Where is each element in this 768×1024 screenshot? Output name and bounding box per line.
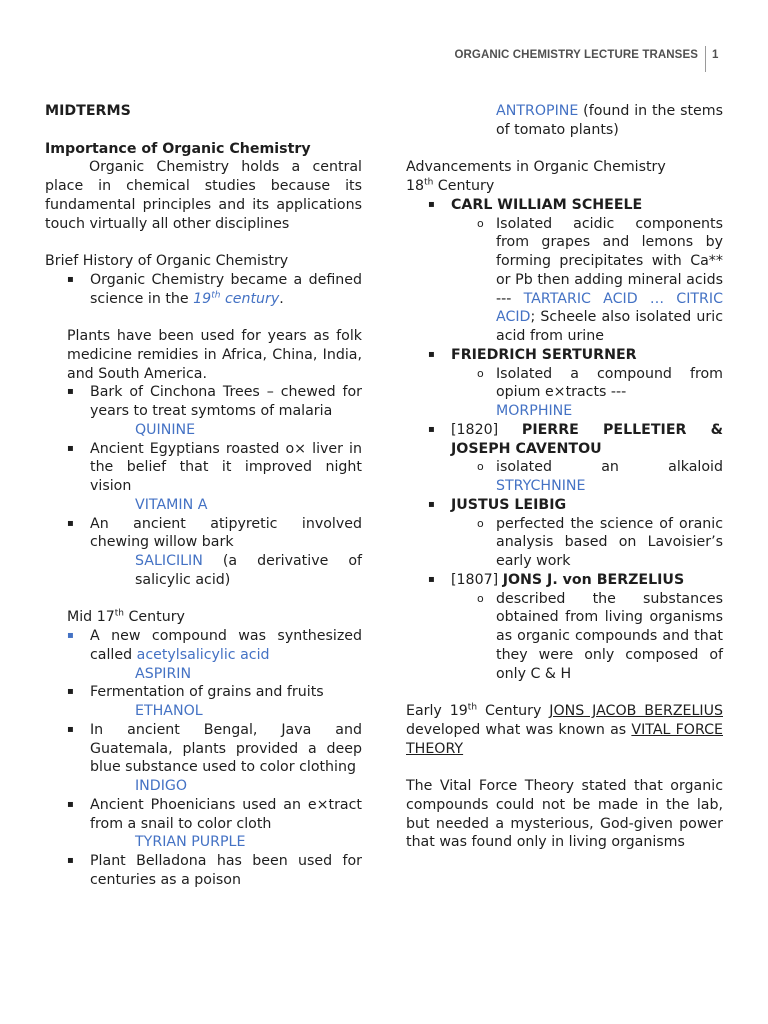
square-bullet-icon: ▪ bbox=[67, 686, 74, 698]
sub-list-item: o perfected the science of oranic analysis based on Lavoisier’s early work bbox=[477, 515, 723, 569]
scientist-item: ▪ [1807] JONS J. von BERZELIUS bbox=[428, 571, 685, 588]
compound-name: QUININE bbox=[135, 421, 196, 438]
list-item: ▪ Fermentation of grains and fruits bbox=[67, 684, 324, 701]
square-bullet-icon: ▪ bbox=[428, 198, 435, 210]
square-bullet-icon: ▪ bbox=[67, 855, 74, 866]
compound-name: ASPIRIN bbox=[135, 665, 192, 682]
circle-bullet-icon: o bbox=[477, 460, 484, 474]
early-19th-paragraph: Early 19th Century JONS JACOB BERZELIUS developed what was known as VITAL FORCE THEORY bbox=[406, 702, 723, 757]
compound-name: VITAMIN A bbox=[135, 496, 208, 513]
list-item: ▪ Ancient Egyptians roasted o× liver in the belief that it improved night vision bbox=[67, 440, 362, 494]
intro-paragraph: Organic Chemistry holds a central place in chemical studies because its fundamental principles and its applications touch virtually all other disciplines bbox=[45, 159, 362, 232]
section-heading: MIDTERMS bbox=[45, 103, 131, 119]
scientist-item: ▪ CARL WILLIAM SCHEELE bbox=[428, 196, 643, 213]
square-bullet-icon: ▪ bbox=[428, 573, 435, 585]
left-column bbox=[45, 102, 362, 890]
sub-list-item: o Isolated a compound from opium e×tracts --- bbox=[477, 365, 723, 401]
square-bullet-icon: ▪ bbox=[67, 386, 74, 398]
scientist-item: ▪ [1820] PIERRE PELLETIER & JOSEPH CAVENTOU bbox=[428, 421, 723, 457]
header-separator bbox=[705, 46, 706, 72]
square-bullet-icon: ▪ bbox=[428, 498, 435, 510]
square-bullet-icon: ▪ bbox=[67, 798, 74, 810]
scientist-item: ▪ JUSTUS LEIBIG bbox=[428, 496, 567, 513]
square-bullet-icon: ▪ bbox=[67, 517, 74, 529]
compound-name: MORPHINE bbox=[496, 403, 573, 419]
square-bullet-icon: ▪ bbox=[67, 273, 74, 285]
list-item: ▪ In ancient Bengal, Java and Guatemala, plants provided a deep blue substance used to color clothing bbox=[67, 721, 362, 776]
right-column bbox=[406, 102, 723, 852]
list-item: ▪ Organic Chemistry became a defined science in the 19th century. bbox=[67, 271, 362, 307]
compound-line: ANTROPINE (found in the stems of tomato plants) bbox=[496, 103, 723, 138]
compound-line: SALICILIN (a derivative of salicylic acid) bbox=[135, 553, 362, 588]
plants-paragraph: Plants have been used for years as folk medicine remidies in Africa, China, India, and South America. bbox=[67, 328, 362, 382]
circle-bullet-icon: o bbox=[477, 516, 484, 530]
compound-name: ETHANOL bbox=[135, 703, 203, 719]
era-title: 18th Century bbox=[406, 177, 495, 194]
square-bullet-icon: ▪ bbox=[67, 723, 74, 735]
subheading: Importance of Organic Chemistry bbox=[45, 140, 311, 157]
scientist-item: ▪ FRIEDRICH SERTURNER bbox=[428, 346, 637, 363]
circle-bullet-icon: o bbox=[477, 366, 484, 380]
square-bullet-icon: ▪ bbox=[428, 423, 435, 435]
square-bullet-icon: ▪ bbox=[428, 348, 435, 360]
list-item: ▪ An ancient atipyretic involved chewing willow bark bbox=[67, 515, 362, 551]
sub-list-item: o isolated an alkaloid bbox=[477, 459, 723, 476]
list-item: ▪ Plant Belladona has been used for centuries as a poison bbox=[67, 853, 362, 888]
list-item: ▪ Ancient Phoenicians used an e×tract from a snail to color cloth bbox=[67, 796, 362, 832]
sub-list-item: o Isolated acidic components from grapes and lemons by forming precipitates with Ca** or Pb then adding mineral acids --- TARTARIC ACID … CITRIC ACID; Scheele also isolated uric acid from urine bbox=[477, 215, 723, 344]
compound-name: TYRIAN PURPLE bbox=[135, 834, 246, 851]
sub-list-item: o described the substances obtained from living organisms as organic compounds and that they were only composed of only C & H bbox=[477, 590, 723, 682]
advancements-title: Advancements in Organic Chemistry bbox=[406, 159, 666, 176]
history-title: Brief History of Organic Chemistry bbox=[45, 253, 289, 269]
compound-name: INDIGO bbox=[135, 778, 188, 794]
circle-bullet-icon: o bbox=[477, 591, 484, 605]
century-text: 19th century bbox=[193, 289, 280, 307]
header-title: ORGANIC CHEMISTRY LECTURE TRANSES bbox=[454, 49, 698, 61]
page-number: 1 bbox=[712, 49, 719, 61]
square-bullet-icon: ▪ bbox=[67, 630, 74, 641]
compound-name: STRYCHNINE bbox=[496, 478, 586, 494]
list-item: ▪ A new compound was synthesized called acetylsalicylic acid bbox=[67, 628, 362, 663]
era-title: Mid 17th Century bbox=[67, 608, 185, 626]
circle-bullet-icon: o bbox=[477, 216, 484, 230]
list-item: ▪ Bark of Cinchona Trees – chewed for years to treat symtoms of malaria bbox=[67, 384, 362, 419]
square-bullet-icon: ▪ bbox=[67, 442, 74, 454]
page-header bbox=[0, 46, 768, 72]
vital-force-paragraph: The Vital Force Theory stated that organic compounds could not be made in the lab, but needed a mysterious, God-given power that was found only in living organisms bbox=[406, 778, 723, 851]
